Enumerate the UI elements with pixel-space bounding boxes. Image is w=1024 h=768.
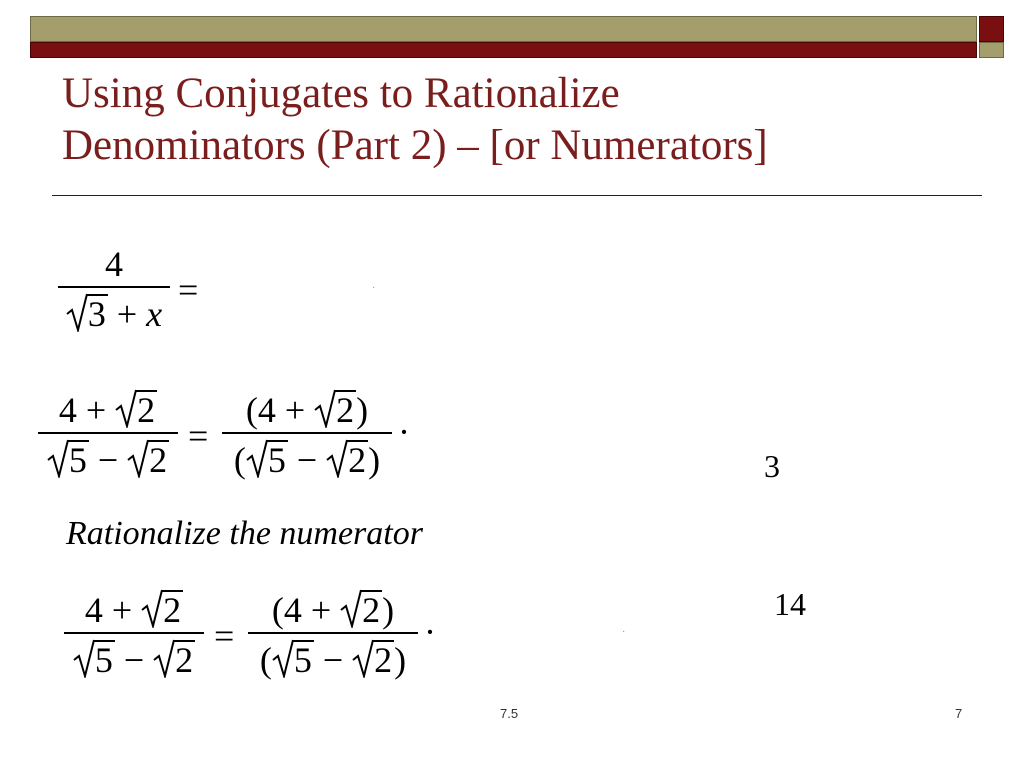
expr2-trailing-dot: · bbox=[398, 412, 410, 452]
expr1-denominator: 3 + x bbox=[58, 294, 170, 332]
expr1-fraction bbox=[58, 246, 170, 332]
footer-page-number: 7 bbox=[955, 706, 963, 721]
expr2-equals: = bbox=[188, 416, 209, 456]
expr3-right-fraction bbox=[248, 590, 418, 678]
title-divider bbox=[52, 195, 982, 196]
footer-section-number: 7.5 bbox=[500, 706, 519, 721]
sqrt-symbol: 2 bbox=[141, 590, 183, 628]
radical-icon bbox=[314, 388, 336, 428]
sqrt-symbol: 5 bbox=[47, 440, 89, 478]
radical-icon bbox=[340, 588, 362, 628]
expr2-left-numerator: 4 + 2 bbox=[58, 390, 156, 430]
radical-icon bbox=[66, 292, 88, 332]
sqrt-symbol: 2 bbox=[127, 440, 169, 478]
radical-icon bbox=[47, 438, 69, 478]
expr1-fraction-bar bbox=[58, 286, 170, 288]
expr2-left-fraction bbox=[38, 390, 178, 478]
expr1-equals: = bbox=[178, 270, 199, 310]
header-bar-maroon bbox=[30, 42, 977, 58]
expr2-left-fraction-bar bbox=[38, 432, 178, 434]
expr3-right-fraction-bar bbox=[248, 632, 418, 634]
expr3-trailing-dot: · bbox=[424, 612, 436, 652]
expr3-right-numerator: (4 + 2) bbox=[271, 590, 395, 630]
header-square-maroon bbox=[979, 16, 1004, 42]
slide-title bbox=[62, 68, 962, 172]
expr3-left-fraction-bar bbox=[64, 632, 204, 634]
expr2-left-denominator: 5 − 2 bbox=[38, 440, 178, 478]
expr3-right-denominator: ( 5 − 2) bbox=[259, 640, 407, 680]
radical-icon bbox=[352, 638, 374, 678]
radical-icon bbox=[127, 438, 149, 478]
expr3-equals: = bbox=[214, 616, 235, 656]
sqrt-symbol: 2 bbox=[340, 590, 382, 628]
expr2-right-fraction bbox=[222, 390, 392, 478]
expr3-left-denominator: 5 − 2 bbox=[64, 640, 204, 678]
sqrt-symbol: 2 bbox=[153, 640, 195, 678]
sqrt-symbol: 5 bbox=[73, 640, 115, 678]
sqrt-symbol: 2 bbox=[314, 390, 356, 428]
sqrt-symbol: 3 bbox=[66, 294, 108, 332]
slide-title-line1: Using Conjugates to Rationalize bbox=[62, 70, 620, 117]
expr2-right-fraction-bar bbox=[222, 432, 392, 434]
radical-icon bbox=[246, 438, 268, 478]
radical-icon bbox=[73, 638, 95, 678]
expr2-right-denominator: ( 5 − 2) bbox=[233, 440, 381, 480]
header-bar-olive bbox=[30, 16, 977, 42]
expr2-right-numerator: (4 + 2) bbox=[245, 390, 369, 430]
sqrt-symbol: 2 bbox=[115, 390, 157, 428]
margin-number-1: 3 bbox=[764, 448, 780, 484]
header-square-olive bbox=[979, 42, 1004, 58]
sqrt-symbol: 5 bbox=[272, 640, 314, 678]
radical-icon bbox=[115, 388, 137, 428]
expr3-left-numerator: 4 + 2 bbox=[84, 590, 182, 630]
radical-icon bbox=[153, 638, 175, 678]
expr3-left-fraction bbox=[64, 590, 204, 678]
stray-dot: · bbox=[622, 627, 626, 638]
slide-title-line2: Denominators (Part 2) – [or Numerators] bbox=[62, 122, 768, 169]
radical-icon bbox=[141, 588, 163, 628]
sqrt-symbol: 2 bbox=[352, 640, 394, 678]
section-label: Rationalize the numerator bbox=[66, 515, 423, 552]
expr1-numerator: 4 bbox=[105, 244, 123, 284]
margin-number-2: 14 bbox=[774, 586, 806, 622]
stray-dot: · bbox=[372, 283, 376, 294]
radical-icon bbox=[326, 438, 348, 478]
sqrt-symbol: 5 bbox=[246, 440, 288, 478]
radical-icon bbox=[272, 638, 294, 678]
sqrt-symbol: 2 bbox=[326, 440, 368, 478]
